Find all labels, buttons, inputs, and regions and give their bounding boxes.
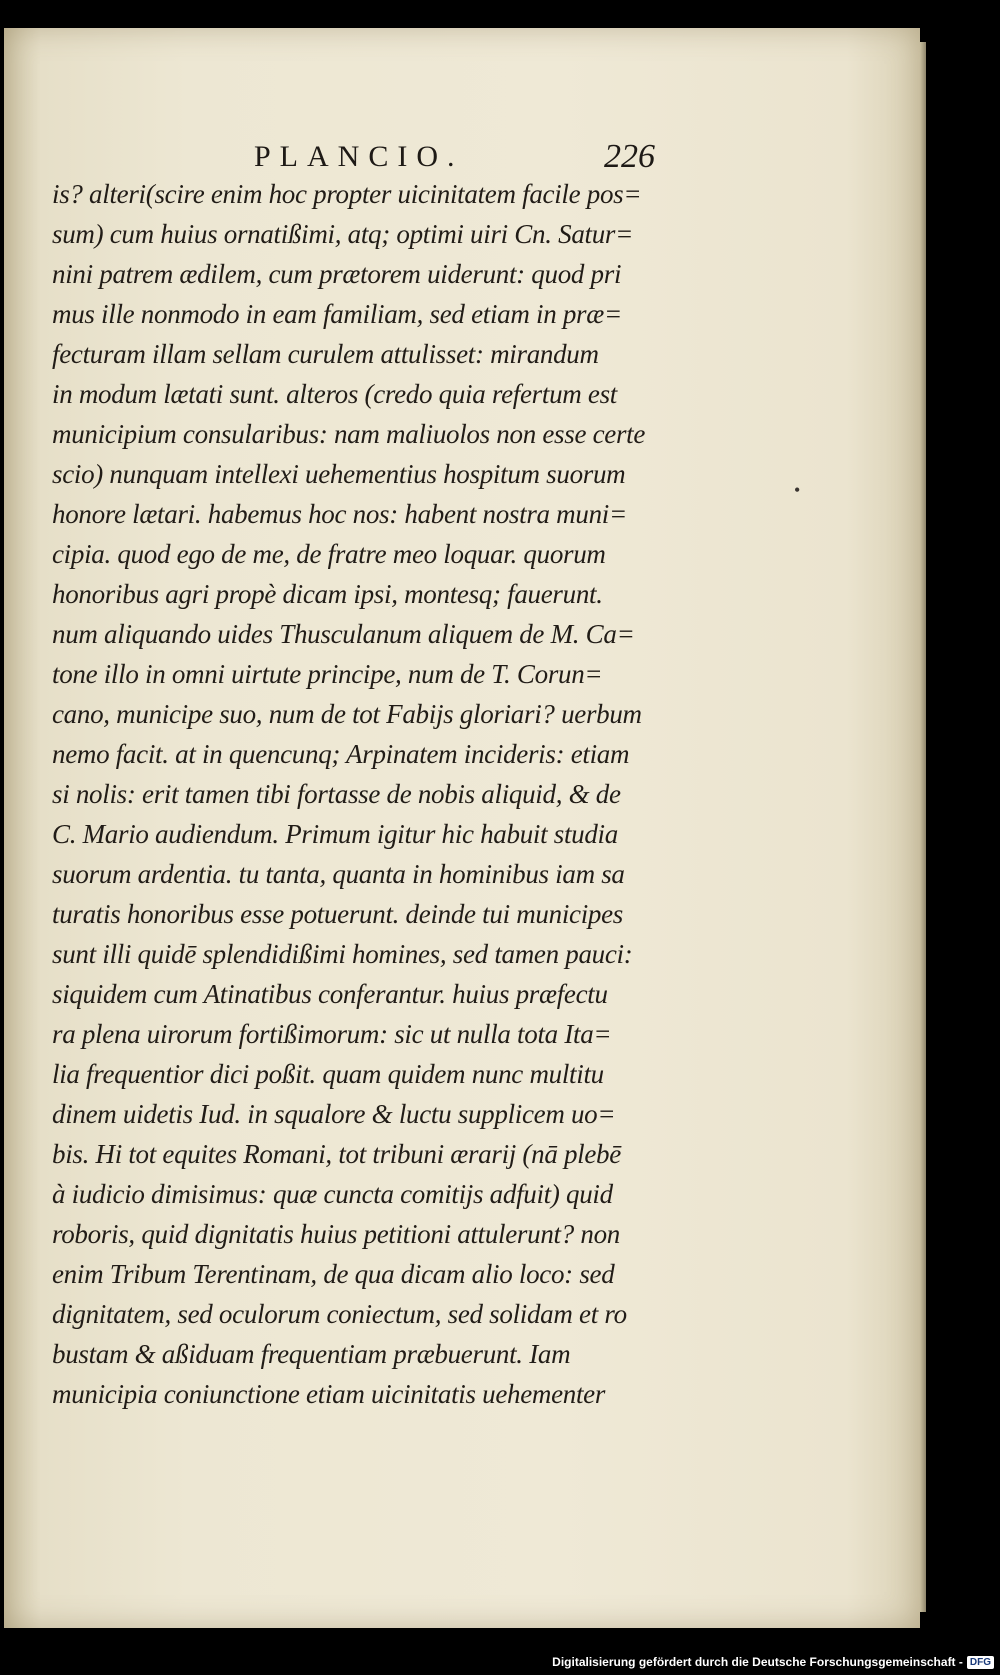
text-line: municipia coniunctione etiam uicinitatis uehementer: [52, 1379, 606, 1409]
text-line: ra plena uirorum fortißimorum: sic ut nulla tota Ita=: [52, 1019, 612, 1049]
text-line: à iudicio dimisimus: quæ cuncta comitijs adfuit) quid: [52, 1179, 613, 1209]
dfg-logo: DFG: [967, 1656, 994, 1669]
text-line: mus ille nonmodo in eam familiam, sed etiam in præ=: [52, 299, 622, 329]
text-line: siquidem cum Atinatibus conferantur. huius præfectu: [52, 979, 608, 1009]
text-line: dinem uidetis Iud. in squalore & luctu supplicem uo=: [52, 1099, 616, 1129]
page-number: 226: [604, 138, 655, 175]
text-block: [52, 174, 707, 1414]
text-line: is? alteri(scire enim hoc propter uicinitatem facile pos=: [52, 179, 642, 209]
text-line: cano, municipe suo, num de tot Fabijs gloriari? uerbum: [52, 699, 642, 729]
text-line: nemo facit. at in quencunq; Arpinatem incideris: etiam: [52, 739, 630, 769]
text-line: C. Mario audiendum. Primum igitur hic habuit studia: [52, 819, 618, 849]
book-page: [4, 28, 920, 1628]
text-line: lia frequentior dici poßit. quam quidem nunc multitu: [52, 1059, 604, 1089]
digitization-credit: [552, 1655, 994, 1669]
text-line: cipia. quod ego de me, de fratre meo loquar. quorum: [52, 539, 606, 569]
text-line: honoribus agri propè dicam ipsi, montesq; fauerunt.: [52, 579, 603, 609]
text-line: in modum lætati sunt. alteros (credo quia refertum est: [52, 379, 618, 409]
text-line: fecturam illam sellam curulem attulisset: mirandum: [52, 339, 599, 369]
text-line: scio) nunquam intellexi uehementius hospitum suorum: [52, 459, 626, 489]
page-edge: [920, 42, 926, 1612]
running-head: PLANCIO.: [254, 140, 464, 173]
text-line: tone illo in omni uirtute principe, num de T. Corun=: [52, 659, 603, 689]
credit-text: Digitalisierung gefördert durch die Deutsche Forschungsgemeinschaft -: [552, 1655, 963, 1669]
text-line: si nolis: erit tamen tibi fortasse de nobis aliquid, & de: [52, 779, 621, 809]
text-line: enim Tribum Terentinam, de qua dicam alio loco: sed: [52, 1259, 615, 1289]
text-line: honore lætari. habemus hoc nos: habent nostra muni=: [52, 499, 627, 529]
text-line: sunt illi quidē splendidißimi homines, sed tamen pauci:: [52, 939, 633, 969]
text-line: municipium consularibus: nam maliuolos non esse certe: [52, 419, 646, 449]
text-line: bustam & aßiduam frequentiam præbuerunt. Iam: [52, 1339, 571, 1369]
text-line: num aliquando uides Thusculanum aliquem de M. Ca=: [52, 619, 635, 649]
text-line: turatis honoribus esse potuerunt. deinde tui municipes: [52, 899, 624, 929]
text-line: bis. Hi tot equites Romani, tot tribuni ærarij (nā plebē: [52, 1139, 621, 1169]
text-line: suorum ardentia. tu tanta, quanta in hominibus iam sa: [52, 859, 625, 889]
text-line: dignitatem, sed oculorum coniectum, sed solidam et ro: [52, 1299, 627, 1329]
text-line: roboris, quid dignitatis huius petitioni attulerunt? non: [52, 1219, 620, 1249]
stray-ink-mark: •: [794, 480, 801, 500]
text-line: sum) cum huius ornatißimi, atq; optimi uiri Cn. Satur=: [52, 219, 634, 249]
text-line: nini patrem ædilem, cum prætorem uiderunt: quod pri: [52, 259, 622, 289]
